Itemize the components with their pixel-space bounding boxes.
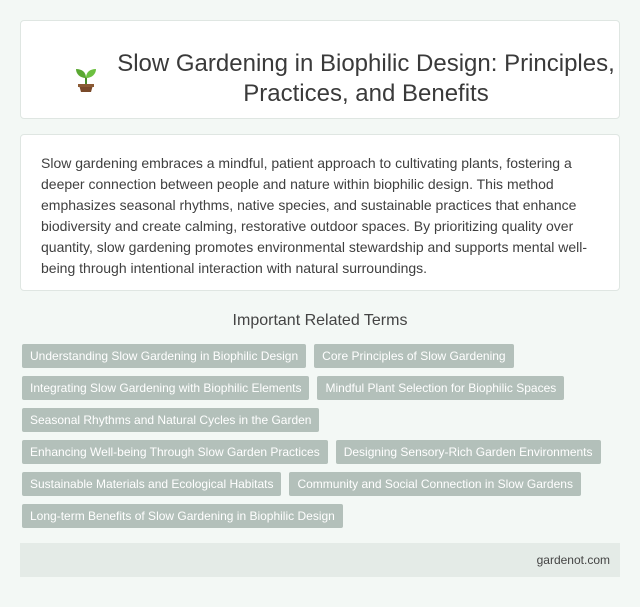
page-title: Slow Gardening in Biophilic Design: Principles, Practices, and Benefits [117, 50, 615, 107]
term-tag[interactable]: Integrating Slow Gardening with Biophilic Elements [22, 376, 309, 400]
summary-card [20, 134, 620, 291]
footer-site-link[interactable]: gardenot.com [536, 553, 610, 567]
term-tag[interactable]: Sustainable Materials and Ecological Habitats [22, 472, 281, 496]
term-tag[interactable]: Mindful Plant Selection for Biophilic Spaces [317, 376, 564, 400]
related-terms-title: Important Related Terms [232, 312, 408, 329]
term-tag[interactable]: Core Principles of Slow Gardening [314, 344, 513, 368]
footer [20, 543, 620, 577]
term-tag[interactable]: Seasonal Rhythms and Natural Cycles in the Garden [22, 408, 319, 432]
term-tag[interactable]: Designing Sensory-Rich Garden Environments [336, 440, 601, 464]
related-terms-list [22, 344, 622, 528]
term-tag[interactable]: Community and Social Connection in Slow Gardens [289, 472, 580, 496]
term-tag[interactable]: Enhancing Well-being Through Slow Garden Practices [22, 440, 328, 464]
header-card [20, 20, 620, 119]
sprout-icon [73, 63, 99, 93]
term-tag[interactable]: Long-term Benefits of Slow Gardening in Biophilic Design [22, 504, 343, 528]
summary-text: Slow gardening embraces a mindful, patient approach to cultivating plants, fostering a deeper connection between people and nature within biophilic design. This method emphasizes seasonal rhythms, native species, and sustainable practices that enhance biodiversity and create calming, restorative outdoor spaces. By prioritizing quality over quantity, slow gardening promotes environmental stewardship and supports mental well-being through intentional interaction with natural surroundings. [41, 155, 588, 276]
term-tag[interactable]: Understanding Slow Gardening in Biophilic Design [22, 344, 306, 368]
